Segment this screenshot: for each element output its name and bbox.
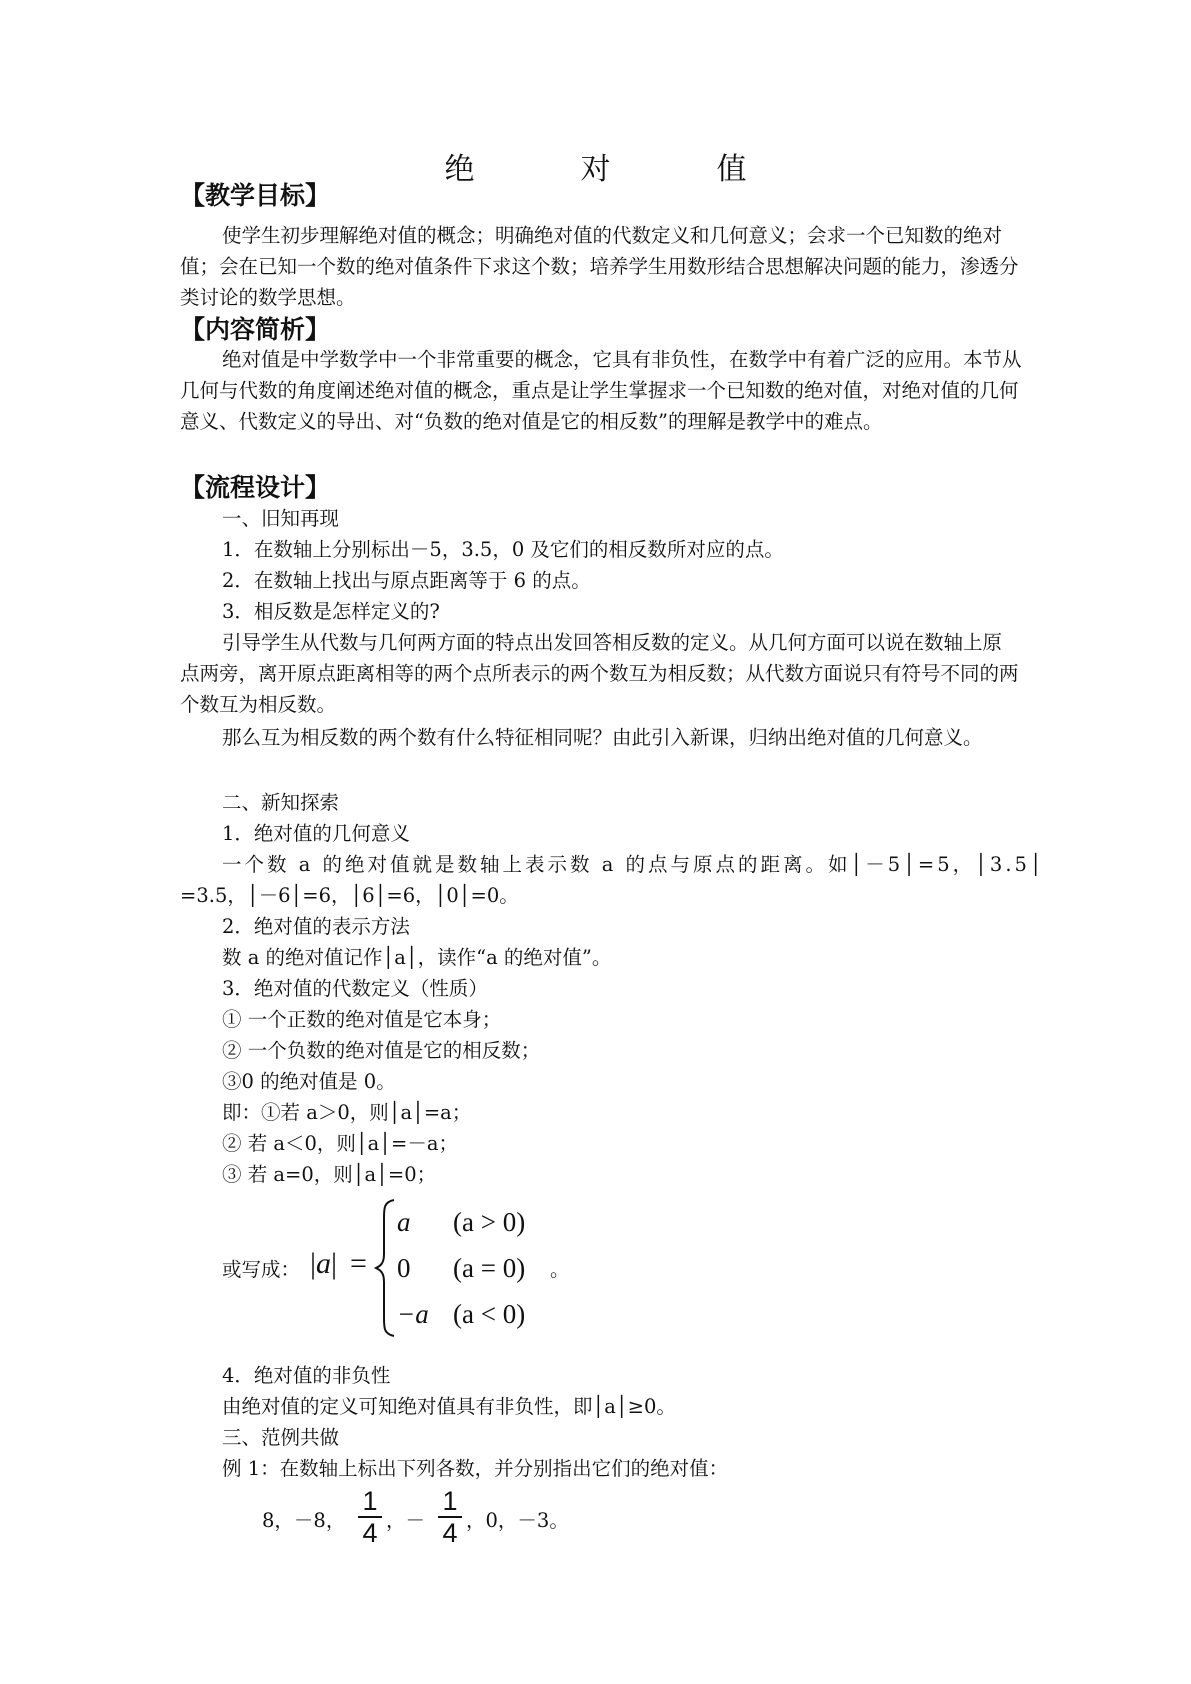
formula-end-mark: 。	[550, 1258, 570, 1281]
part1-transition-paragraph: 那么互为相反数的两个数有什么特征相同呢？由此引入新课，归纳出绝对值的几何意义。	[222, 726, 983, 749]
case-zero-value: 0	[397, 1253, 411, 1283]
algebraic-rule-2: ② 一个负数的绝对值是它的相反数；	[222, 1039, 541, 1062]
formula-case-positive	[397, 1202, 525, 1242]
heading-analysis: 【内容简析】	[180, 315, 331, 344]
geometric-meaning-line2: =3.5，│－6│=6，│6│=6，│0│=0。	[180, 884, 519, 907]
example1-text: 例 1：在数轴上标出下列各数，并分别指出它们的绝对值：	[222, 1457, 729, 1480]
fraction-one-quarter	[358, 1486, 382, 1548]
condition-1: 即：①若 a＞0，则│a│=a；	[222, 1101, 472, 1124]
nonnegativity-text: 由绝对值的定义可知绝对值具有非负性，即│a│≥0。	[222, 1395, 676, 1418]
heading-objectives: 【教学目标】	[180, 181, 331, 210]
part2-title: 二、新知探索	[222, 791, 340, 814]
heading-process: 【流程设计】	[180, 473, 331, 502]
formula-case-negative	[397, 1294, 525, 1334]
nonnegativity-title: 4．绝对值的非负性	[222, 1364, 391, 1387]
formula-abs-expression: |a|	[310, 1247, 338, 1280]
geometric-meaning-line1: 一个数 a 的绝对值就是数轴上表示数 a 的点与原点的距离。如│－5│=5，│3.5│	[222, 853, 1045, 876]
case-zero-condition: (a = 0)	[453, 1253, 526, 1283]
fraction-numerator: 1	[362, 1486, 378, 1516]
geometric-meaning-title: 1．绝对值的几何意义	[222, 822, 410, 845]
condition-2: ② 若 a＜0，则│a│=－a；	[222, 1132, 458, 1155]
objectives-paragraph: 使学生初步理解绝对值的概念；明确绝对值的代数定义和几何意义；会求一个已知数的绝对值；会在已知一个数的绝对值条件下求这个数；培养学生用数形结合思想解决问题的能力，渗透分类讨论的数学思想。	[180, 224, 1019, 309]
analysis-paragraph: 绝对值是中学数学中一个非常重要的概念，它具有非负性，在数学中有着广泛的应用。本节从几何与代数的角度阐述绝对值的概念，重点是让学生掌握求一个已知数的绝对值，对绝对值的几何意义、代数定义的导出、对“负数的绝对值是它的相反数”的理解是教学中的难点。	[180, 348, 1022, 433]
piecewise-formula	[222, 1198, 642, 1338]
part1-title: 一、旧知再现	[222, 507, 340, 530]
case-negative-value: −a	[397, 1299, 429, 1329]
case-positive-condition: (a > 0)	[453, 1207, 526, 1237]
notation-title: 2．绝对值的表示方法	[222, 915, 410, 938]
fraction-numerator: 1	[442, 1486, 458, 1516]
algebraic-definition-title: 3．绝对值的代数定义（性质）	[222, 977, 488, 1000]
fraction-denominator: 4	[438, 1516, 462, 1548]
formula-label: 或写成：	[222, 1258, 301, 1281]
numbers-middle: ，－	[386, 1509, 426, 1532]
algebraic-rule-1: ① 一个正数的绝对值是它本身；	[222, 1008, 502, 1031]
formula-equals-sign: =	[350, 1247, 367, 1280]
case-negative-condition: (a < 0)	[453, 1299, 526, 1329]
case-positive-value: a	[397, 1207, 411, 1237]
part1-guide-paragraph: 引导学生从代数与几何两方面的特点出发回答相反数的定义。从几何方面可以说在数轴上原点两旁，离开原点距离相等的两个点所表示的两个数互为相反数；从代数方面说只有符号不同的两个数互为相反数。	[180, 631, 1019, 716]
algebraic-rule-3: ③0 的绝对值是 0。	[222, 1070, 396, 1093]
example-numbers	[262, 1486, 682, 1552]
part1-item2: 2．在数轴上找出与原点距离等于 6 的点。	[222, 569, 591, 592]
left-brace-icon	[374, 1198, 396, 1338]
condition-3: ③ 若 a=0，则│a│=0；	[222, 1163, 437, 1186]
fraction-negative-one-quarter	[438, 1486, 462, 1548]
part3-title: 三、范例共做	[222, 1426, 340, 1449]
formula-case-zero	[397, 1248, 525, 1288]
notation-text: 数 a 的绝对值记作│a│，读作“a 的绝对值”。	[222, 946, 612, 969]
numbers-prefix: 8，－8，	[262, 1509, 346, 1532]
fraction-denominator: 4	[358, 1516, 382, 1548]
formula-lhs-variable: a	[316, 1247, 332, 1280]
page-title: 绝 对 值	[444, 152, 785, 187]
part1-item1: 1．在数轴上分别标出－5，3.5，0 及它们的相反数所对应的点。	[222, 538, 784, 561]
part1-item3: 3．相反数是怎样定义的?	[222, 600, 440, 623]
numbers-suffix: ，0，－3。	[466, 1509, 569, 1532]
